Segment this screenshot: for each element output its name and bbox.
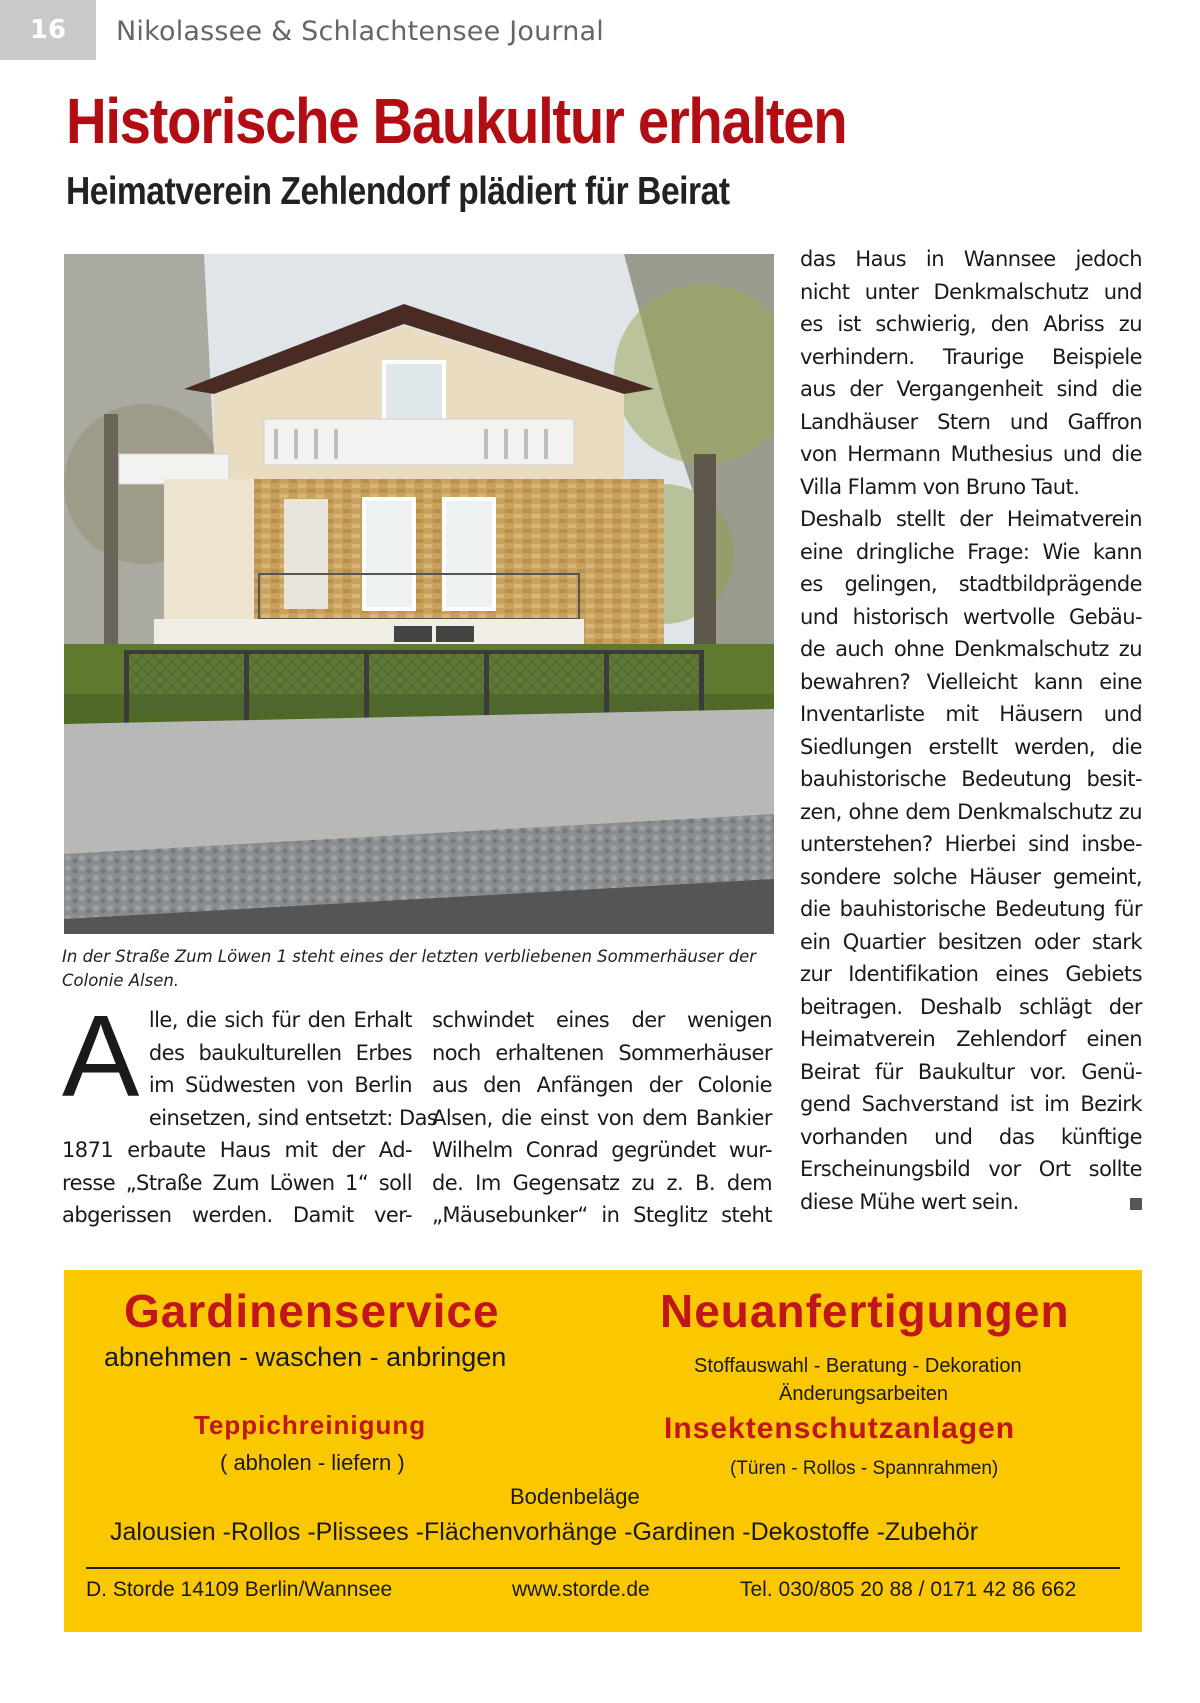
ad-abholen: ( abholen - liefern ) [220, 1450, 405, 1475]
article-column-3 [800, 243, 1142, 1218]
article-headline: Historische Baukultur erhalten [66, 85, 847, 157]
caption-line: In der Straße Zum Löwen 1 steht eines der letzten verbliebenen Sommerhäuser der [62, 947, 757, 966]
text-line: gend Sachverstand ist im Bezirk [800, 1092, 1142, 1116]
text-line: de. Im Gegensatz zu z. B. dem [432, 1170, 772, 1195]
text-line: im Südwesten von Berlin [148, 1073, 412, 1097]
drop-cap: A [62, 991, 139, 1121]
house-photo [64, 254, 774, 934]
ad-neuanfertigungen: Neuanfertigungen [660, 1285, 1070, 1337]
text-line: bewahren? Vielleicht kann eine [800, 669, 1142, 694]
text-line: eine dringliche Frage: Wie kann [800, 539, 1142, 564]
ad-teppich: Teppichreinigung [194, 1410, 427, 1440]
text-line: Erscheinungsbild vor Ort sollte [800, 1157, 1142, 1181]
text-line: noch erhaltenen Sommerhäuser [432, 1040, 772, 1065]
text-line: von Hermann Muthesius und die [800, 442, 1142, 466]
text-line: aus der Vergangenheit sind die [800, 377, 1142, 401]
text-line: Alsen, die einst von dem Bankier [432, 1105, 772, 1130]
article-column-1 [62, 991, 438, 1232]
text-line: „Mäusebunker“ in Steglitz steht [432, 1203, 772, 1227]
text-line: zen, ohne dem Denkmalschutz zu [800, 799, 1142, 824]
photo-caption [62, 945, 762, 993]
ad-address: D. Storde 14109 Berlin/Wannsee [86, 1578, 393, 1601]
text-line: resse „Straße Zum Löwen 1“ soll [62, 1170, 412, 1195]
text-line: beitragen. Deshalb schlägt der [800, 994, 1142, 1019]
advertisement [64, 1270, 1142, 1632]
article-column-2 [432, 1004, 772, 1232]
text-line: aus den Anfängen der Colonie [432, 1073, 772, 1097]
text-line: zur Identifikation eines Gebiets [800, 962, 1142, 986]
text-line-final [800, 1186, 1142, 1219]
text-line: de auch ohne Denkmalschutz zu [800, 637, 1142, 661]
ad-insekten: Insektenschutzanlagen [664, 1412, 1016, 1445]
ad-stoffauswahl: Stoffauswahl - Beratung - Dekoration [694, 1355, 1022, 1377]
text-line: Villa Flamm von Bruno Taut. [800, 474, 1080, 499]
ad-bodenbelaege: Bodenbeläge [510, 1484, 640, 1509]
text-line: unterstehen? Hierbei sind insbe- [800, 832, 1142, 856]
text-line: Heimatverein Zehlendorf einen [800, 1027, 1142, 1051]
text-line: diese Mühe wert sein. [800, 1189, 1019, 1214]
ad-website-link[interactable]: www.storde.de [512, 1578, 650, 1601]
text-line: sondere solche Häuser gemeint, [800, 864, 1142, 889]
page-number: 16 [0, 0, 96, 60]
ad-aenderung: Änderungsarbeiten [779, 1383, 949, 1405]
text-line: verhindern. Traurige Beispiele [800, 344, 1142, 369]
text-line: und historisch wertvolle Gebäu- [800, 604, 1142, 629]
text-line: die bauhistorische Bedeutung für [800, 897, 1142, 921]
text-line: Siedlungen erstellt werden, die [800, 734, 1142, 759]
text-line: bauhistorische Bedeutung besit- [800, 767, 1142, 791]
ad-tueren: (Türen - Rollos - Spannrahmen) [730, 1458, 999, 1479]
text-line: 1871 erbaute Haus mit der Ad- [62, 1138, 412, 1162]
text-line: es gelingen, stadtbildprägende [800, 572, 1142, 596]
text-line: einsetzen, sind entsetzt: Das [148, 1105, 438, 1130]
text-line: lle, die sich für den Erhalt [148, 1008, 412, 1032]
text-line: Deshalb stellt der Heimatverein [800, 507, 1142, 531]
text-line: abgerissen werden. Damit ver- [62, 1203, 412, 1227]
text-line: das Haus in Wannsee jedoch [800, 247, 1142, 271]
text-line: Inventarliste mit Häusern und [800, 702, 1142, 726]
caption-line: Colonie Alsen. [62, 971, 180, 990]
ad-telephone: Tel. 030/805 20 88 / 0171 42 86 662 [740, 1578, 1077, 1601]
text-line: des baukulturellen Erbes [148, 1040, 412, 1065]
ad-divider [86, 1567, 1120, 1569]
ad-jalousien: Jalousien -Rollos -Plissees -Flächenvorhänge -Gardinen -Dekostoffe -Zubehör [110, 1518, 979, 1546]
article-subheadline: Heimatverein Zehlendorf plädiert für Beirat [66, 170, 730, 213]
text-line: vorhanden und das künftige [800, 1124, 1142, 1149]
text-line: Landhäuser Stern und Gaffron [800, 409, 1142, 434]
text-line: nicht unter Denkmalschutz und [800, 279, 1142, 304]
text-line: es ist schwierig, den Abriss zu [800, 312, 1142, 336]
ad-gardinenservice: Gardinenservice [124, 1285, 500, 1337]
text-line: Wilhelm Conrad gegründet wur- [432, 1138, 772, 1162]
journal-title: Nikolassee & Schlachtensee Journal [116, 16, 604, 47]
text-line: ein Quartier besitzen oder stark [800, 929, 1142, 954]
text-line: schwindet eines der wenigen [432, 1008, 772, 1032]
end-of-article-icon [1130, 1198, 1142, 1210]
ad-abnehmen: abnehmen - waschen - anbringen [104, 1342, 507, 1372]
text-line: Beirat für Baukultur vor. Genü- [800, 1059, 1142, 1084]
